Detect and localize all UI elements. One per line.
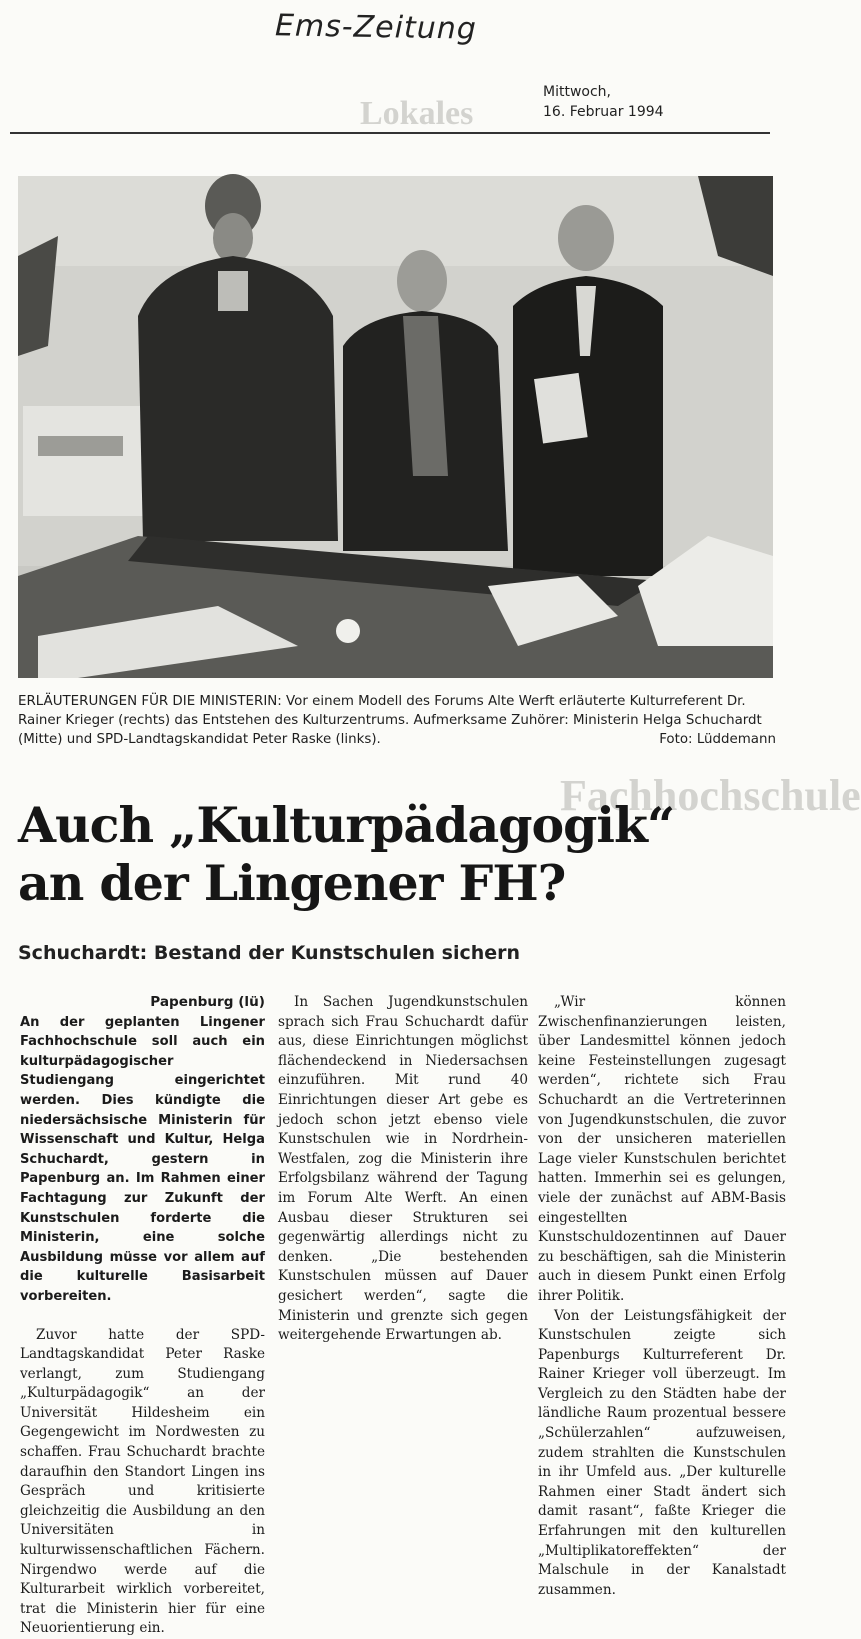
- article-column-1: [20, 993, 265, 1639]
- photo-credit: Foto: Lüddemann: [659, 730, 776, 749]
- article-paragraph: „Wir können Zwischenfinanzierungen leisten, über Landesmittel können jedoch keine Festeinstellungen zugesagt werden“, richtete sich Frau Schuchardt an die Vertreterinnen von Jugendkunstschulen, die zuvor von der unsicheren materiellen Lage vieler Kunstschulen berichtet hatten. Immerhin sei es gelungen, viele der zunächst auf ABM-Basis eingestellten Kunstschuldozentinnen auf Dauer zu beschäftigen, sah die Ministerin auch in diesem Punkt einen Erfolg ihrer Politik.: [538, 993, 786, 1307]
- bleed-through-text: Lokales: [360, 95, 473, 133]
- bleed-through-text: Fachhochschule: [560, 770, 861, 821]
- article-headline: [18, 796, 778, 912]
- article-paragraph: Zuvor hatte der SPD-Landtagskandidat Peter Raske verlangt, zum Studiengang „Kulturpädagogik“ an der Universität Hildesheim ein Gegengewicht im Nordwesten zu schaffen. Frau Schuchardt brachte daraufhin den Standort Lingen ins Gespräch und kritisierte gleichzeitig die Ausbildung an den Universitäten in kulturwissenschaftlichen Fächern. Nirgendwo werde auf die Kulturarbeit wirklich vorbereitet, trat die Ministerin hier für eine Neuorientierung ein.: [20, 1326, 265, 1639]
- article-paragraph: In Sachen Jugendkunstschulen sprach sich Frau Schuchardt dafür aus, diese Einrichtungen möglichst flächendeckend in Niedersachsen einzuführen. Mit rund 40 Einrichtungen dieser Art gebe es jedoch schon jetzt ebenso viele Kunstschulen wie in Nordrhein-Westfalen, zog die Ministerin ihre Erfolgsbilanz während der Tagung im Forum Alte Werft. An einen Ausbau dieser Strukturen sei gegenwärtig allerdings nicht zu denken. „Die bestehenden Kunstschulen müssen auf Dauer gesichert werden“, sagte die Ministerin und grenzte sich gegen weitergehende Erwartungen ab.: [278, 993, 528, 1346]
- article-subheadline: Schuchardt: Bestand der Kunstschulen sichern: [18, 942, 520, 964]
- publication-date: [543, 82, 664, 122]
- caption-text: ERLÄUTERUNGEN FÜR DIE MINISTERIN: Vor einem Modell des Forums Alte Werft erläuterte Kulturreferent Dr. Rainer Krieger (rechts) das Entstehen des Kulturzentrums. Aufmerksame Zuhörer: Ministerin Helga Schuchardt (Mitte) und SPD-Landtagskandidat Peter Raske (links).: [18, 694, 762, 747]
- article-column-3: [538, 993, 786, 1600]
- headline-line-2: an der Lingener FH?: [18, 854, 778, 912]
- article-lead: An der geplanten Lingener Fachhochschule soll auch ein kulturpädagogischer Studiengang eingerichtet werden. Dies kündigte die niedersächsische Ministerin für Wissenschaft und Kultur, Helga Schuchardt, gestern in Papenburg an. Im Rahmen einer Fachtagung zur Zukunft der Kunstschulen forderte die Ministerin, eine solche Ausbildung müsse vor allem auf die kulturelle Basisarbeit vorbereiten.: [20, 1013, 265, 1307]
- news-photo: [18, 176, 773, 678]
- weekday: Mittwoch,: [543, 82, 664, 102]
- newspaper-masthead: Ems-Zeitung: [275, 8, 477, 47]
- photo-caption: [18, 692, 776, 749]
- header-rule: [10, 132, 770, 134]
- article-dateline: Papenburg (lü): [20, 993, 265, 1013]
- article-paragraph: Von der Leistungsfähigkeit der Kunstschulen zeigte sich Papenburgs Kulturreferent Dr. Rainer Krieger voll überzeugt. Im Vergleich zu den Städten habe der ländliche Raum prozentual bessere „Schülerzahlen“ aufzuweisen, zudem strahlten die Kunstschulen in ihr Umfeld aus. „Der kulturelle Rahmen einer Stadt ändert sich damit rasant“, faßte Krieger die Erfahrungen mit den kulturellen „Multiplikatoreffekten“ der Malschule in der Kanalstadt zusammen.: [538, 1307, 786, 1601]
- headline-line-1: Auch „Kulturpädagogik“: [18, 796, 778, 854]
- date: 16. Februar 1994: [543, 102, 664, 122]
- article-column-2: [278, 993, 528, 1346]
